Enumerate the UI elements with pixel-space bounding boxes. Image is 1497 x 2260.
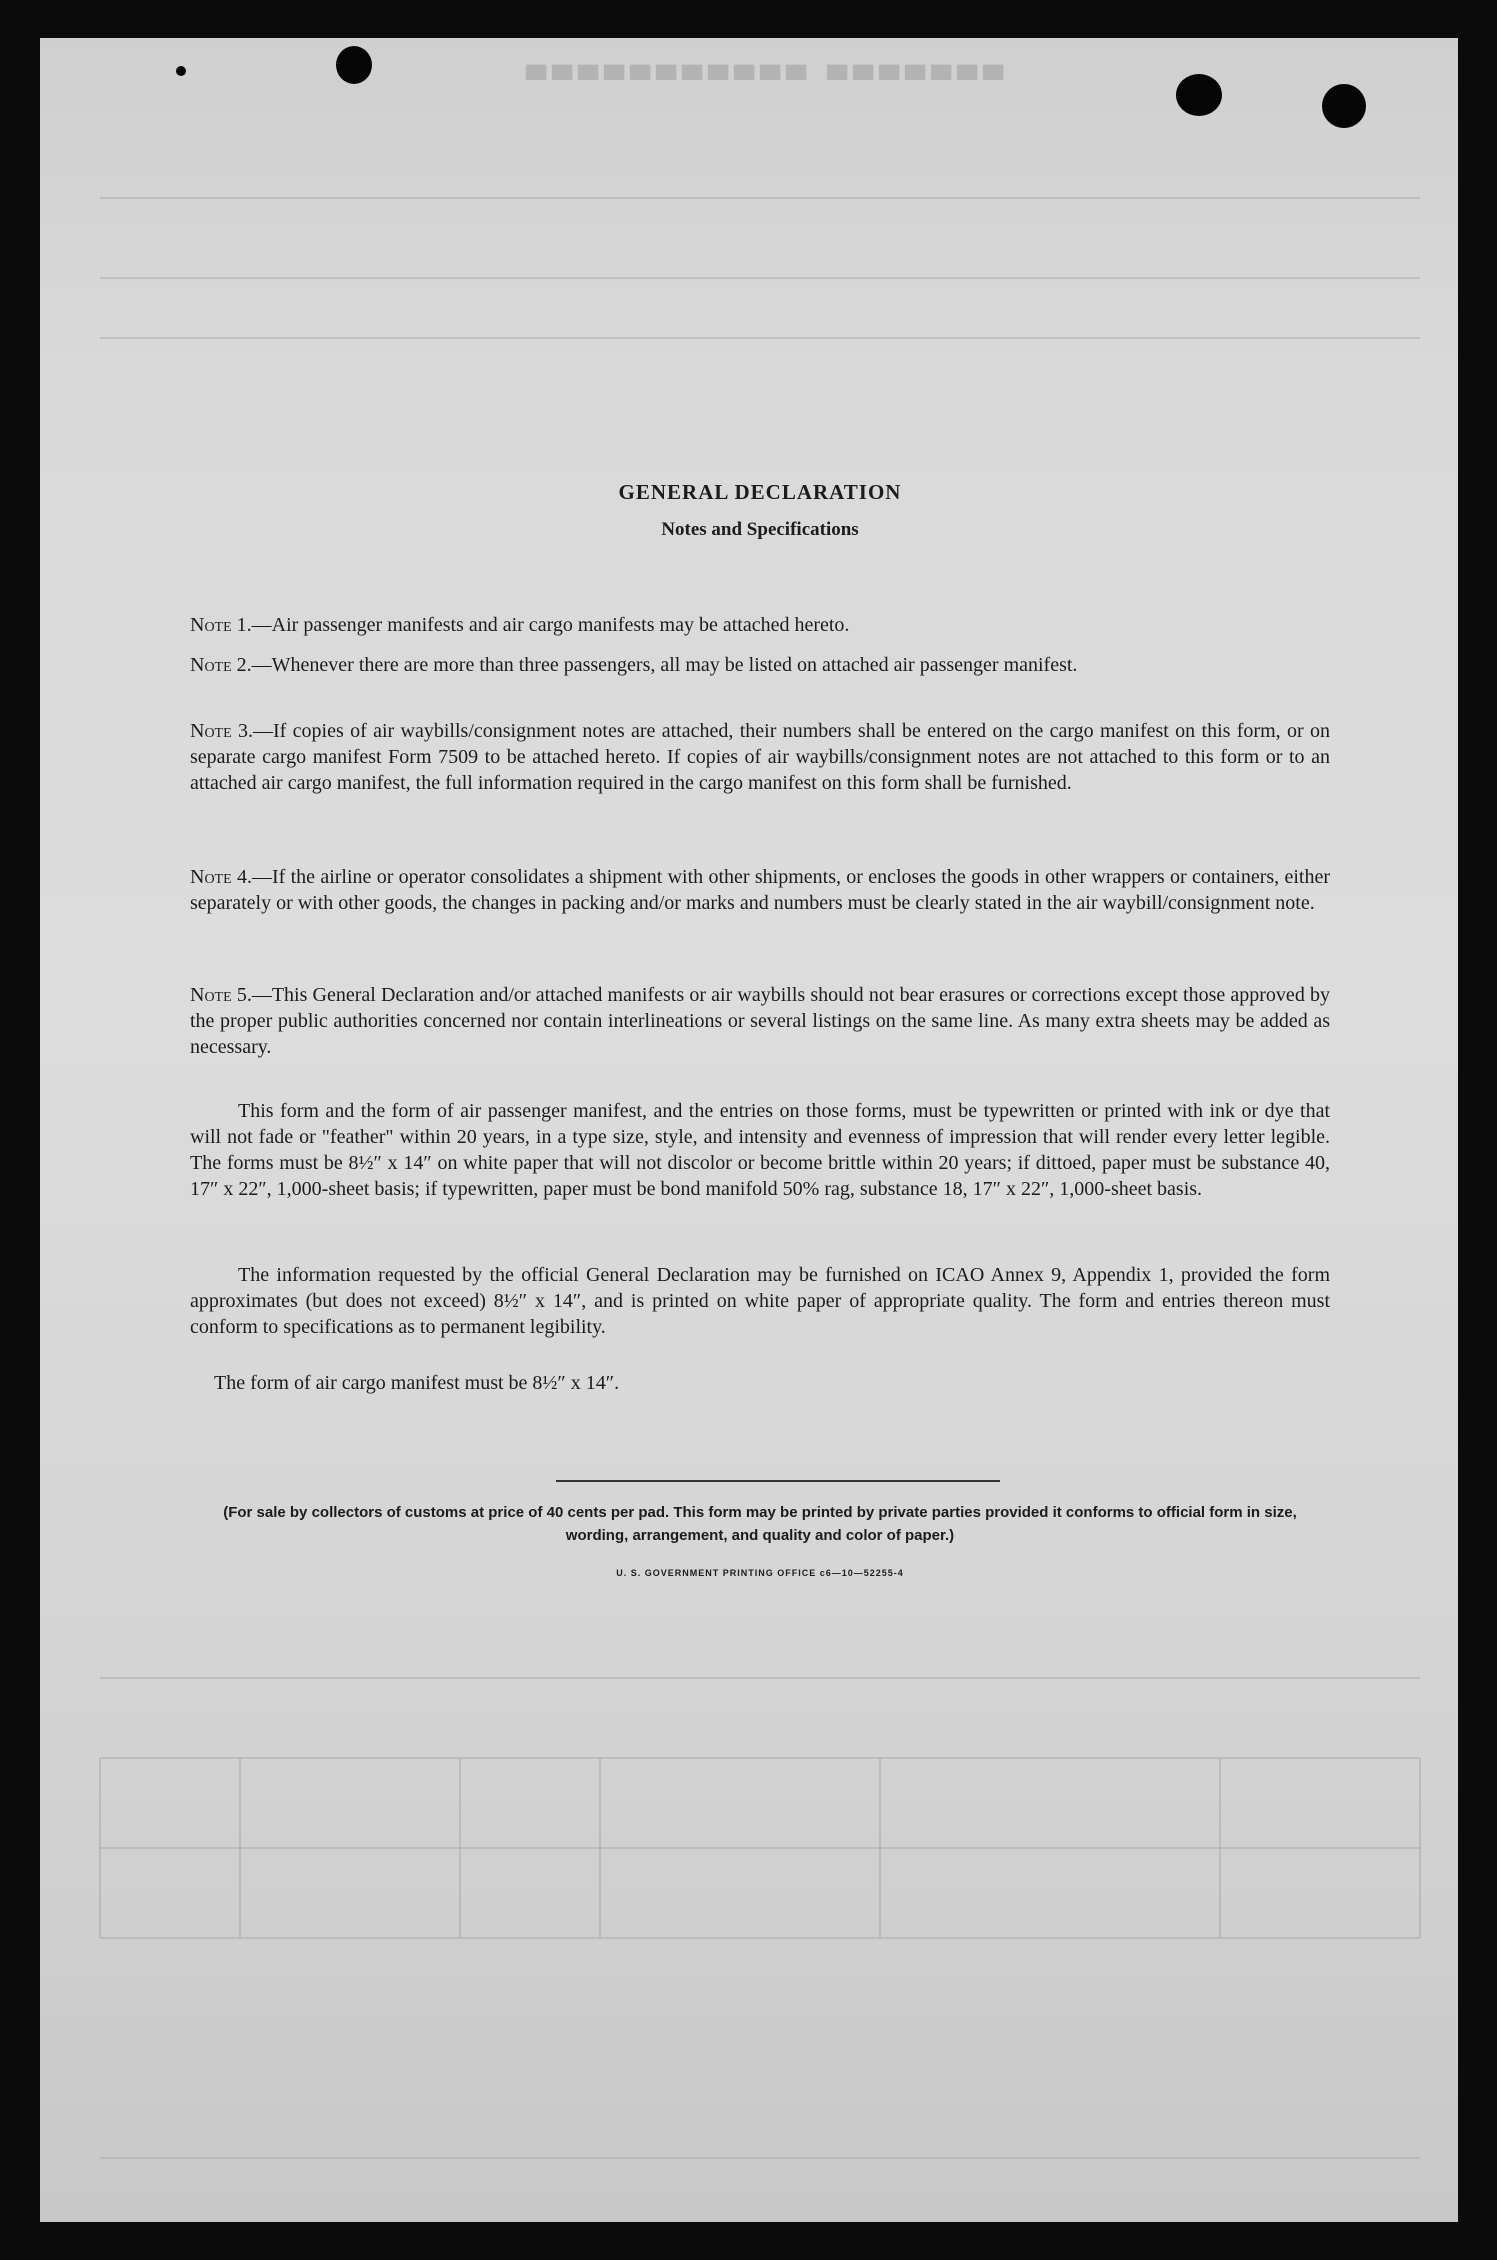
punch-hole: [336, 46, 372, 84]
note-label: Note 4.: [190, 866, 252, 888]
printer-imprint: U. S. GOVERNMENT PRINTING OFFICE c6—10—52255-4: [616, 1568, 904, 1578]
note-label: Note 2.: [190, 654, 252, 676]
note-label: Note 1.: [190, 614, 252, 636]
bleed-through-heading: ▀▀▀▀▀▀▀ ▀▀▀▀▀▀▀▀▀▀▀: [520, 66, 1003, 96]
note-3: [190, 718, 1330, 796]
note-5: [190, 982, 1330, 1060]
note-text: —Air passenger manifests and air cargo manifests may be attached hereto.: [251, 614, 850, 636]
note-text: —Whenever there are more than three passengers, all may be listed on attached air passenger manifest.: [251, 654, 1078, 676]
punch-hole: [176, 66, 186, 76]
note-4: [190, 864, 1330, 916]
divider-rule: [556, 1480, 1000, 1482]
cargo-manifest-size-paragraph: The form of air cargo manifest must be 8½″ x 14″.: [214, 1372, 620, 1394]
punch-hole: [1322, 84, 1366, 128]
punch-hole: [1176, 74, 1222, 116]
note-2: [190, 652, 1330, 678]
note-text: —This General Declaration and/or attached manifests or air waybills should not bear erasures or corrections except those approved by the proper public authorities concerned nor contain interlineations or several listings on the same line. As many extra sheets may be added as necessary.: [190, 984, 1330, 1058]
note-label: Note 3.: [190, 720, 254, 742]
note-label: Note 5.: [190, 984, 252, 1006]
note-1: [190, 612, 1330, 638]
icao-paragraph: The information requested by the official General Declaration may be furnished on ICAO Annex 9, Appendix 1, provided the form approximates (but does not exceed) 8½″ x 14″, and is printed on white paper of appropriate quality. The form and entries thereon must conform to specifications as to permanent legibility.: [190, 1264, 1330, 1338]
legibility-paragraph: This form and the form of air passenger manifest, and the entries on those forms, must be typewritten or printed with ink or dye that will not fade or "feather" within 20 years, in a type size, style, and intensity and evenness of impression that will render every letter legible. The forms must be 8½″ x 14″ on white paper that will not discolor or become brittle within 20 years; if dittoed, paper must be substance 40, 17″ x 22″, 1,000-sheet basis; if typewritten, paper must be bond manifold 50% rag, substance 18, 17″ x 22″, 1,000-sheet basis.: [190, 1100, 1330, 1200]
document-title: GENERAL DECLARATION: [618, 480, 902, 504]
document-subtitle: Notes and Specifications: [661, 519, 859, 540]
document-page: [40, 38, 1458, 2222]
sale-notice: (For sale by collectors of customs at price of 40 cents per pad. This form may be printed by private parties provided it conforms to official form in size, wording, arrangement, and quality and color of paper.): [223, 1504, 1297, 1544]
note-text: —If the airline or operator consolidates a shipment with other shipments, or encloses the goods in other wrappers or containers, either separately or with other goods, the changes in packing and/or marks and numbers must be clearly stated in the air waybill/consignment note.: [190, 866, 1330, 914]
note-text: —If copies of air waybills/consignment notes are attached, their numbers shall be entered on the cargo manifest on this form, or on separate cargo manifest Form 7509 to be attached hereto. If copies of air waybills/consignment notes are not attached to this form or to an attached air cargo manifest, the full information required in the cargo manifest on this form shall be furnished.: [190, 720, 1330, 794]
